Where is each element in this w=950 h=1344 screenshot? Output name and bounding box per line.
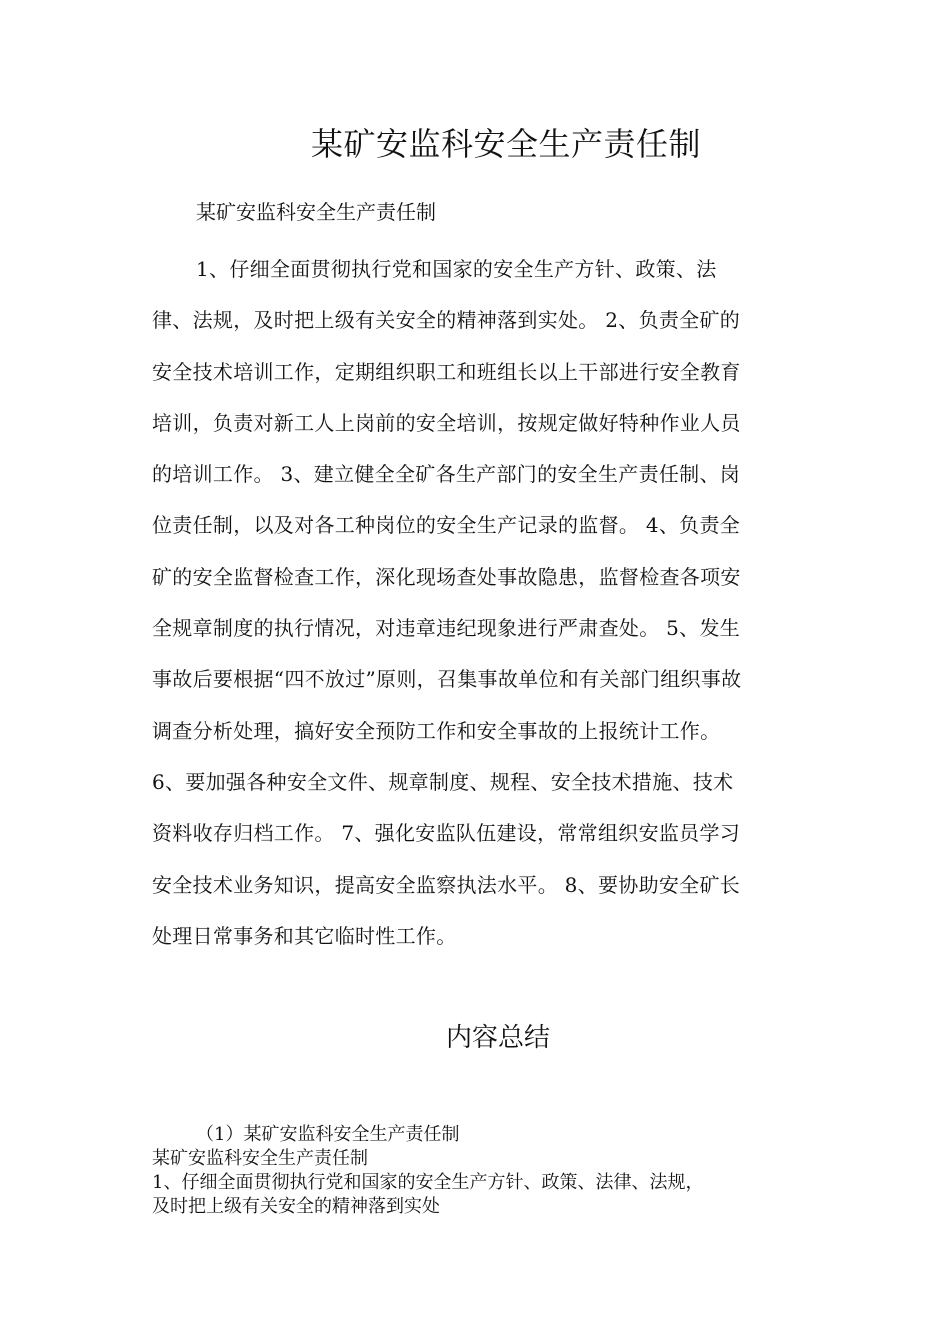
body-line: 1、仔细全面贯彻执行党和国家的安全生产方针、政策、法 xyxy=(196,257,717,281)
summary-line: 某矿安监科安全生产责任制 xyxy=(152,1148,368,1169)
summary-line: 及时把上级有关安全的精神落到实处 xyxy=(152,1196,440,1217)
summary-line: 1、仔细全面贯彻执行党和国家的安全生产方针、政策、法律、法规， xyxy=(152,1172,704,1193)
body-line: 安全技术培训工作，定期组织职工和班组长以上干部进行安全教育 xyxy=(152,359,741,384)
body-line: 律、法规，及时把上级有关安全的精神落到实处。 2、负责全矿的 xyxy=(152,308,741,333)
summary-block xyxy=(152,1123,812,1219)
body-line: 调查分析处理，搞好安全预防工作和安全事故的上报统计工作。 xyxy=(152,718,721,743)
body-line: 安全技术业务知识，提高安全监察执法水平。 8、要协助安全矿长 xyxy=(152,872,741,897)
summary-heading: 内容总结 xyxy=(446,1023,551,1053)
body-line: 位责任制，以及对各工种岗位的安全生产记录的监督。 4、负责全 xyxy=(152,513,741,538)
body-line: 处理日常事务和其它临时性工作。 xyxy=(152,923,457,948)
document-subtitle: 某矿安监科安全生产责任制 xyxy=(196,200,436,224)
body-line: 培训，负责对新工人上岗前的安全培训，按规定做好特种作业人员 xyxy=(152,410,741,435)
body-line: 全规章制度的执行情况，对违章违纪现象进行严肃查处。 5、发生 xyxy=(152,616,741,641)
summary-line: （1）某矿安监科安全生产责任制 xyxy=(196,1124,460,1145)
body-line: 矿的安全监督检查工作，深化现场查处事故隐患，监督检查各项安 xyxy=(152,564,741,589)
body-line: 资料收存归档工作。 7、强化安监队伍建设，常常组织安监员学习 xyxy=(152,821,741,846)
document-title: 某矿安监科安全生产责任制 xyxy=(310,125,701,163)
document-body xyxy=(152,244,812,962)
body-line: 6、要加强各种安全文件、规章制度、规程、安全技术措施、技术 xyxy=(152,769,734,794)
body-line: 的培训工作。 3、建立健全全矿各生产部门的安全生产责任制、岗 xyxy=(152,462,741,487)
body-line: 事故后要根据“四不放过”原则，召集事故单位和有关部门组织事故 xyxy=(152,667,742,692)
